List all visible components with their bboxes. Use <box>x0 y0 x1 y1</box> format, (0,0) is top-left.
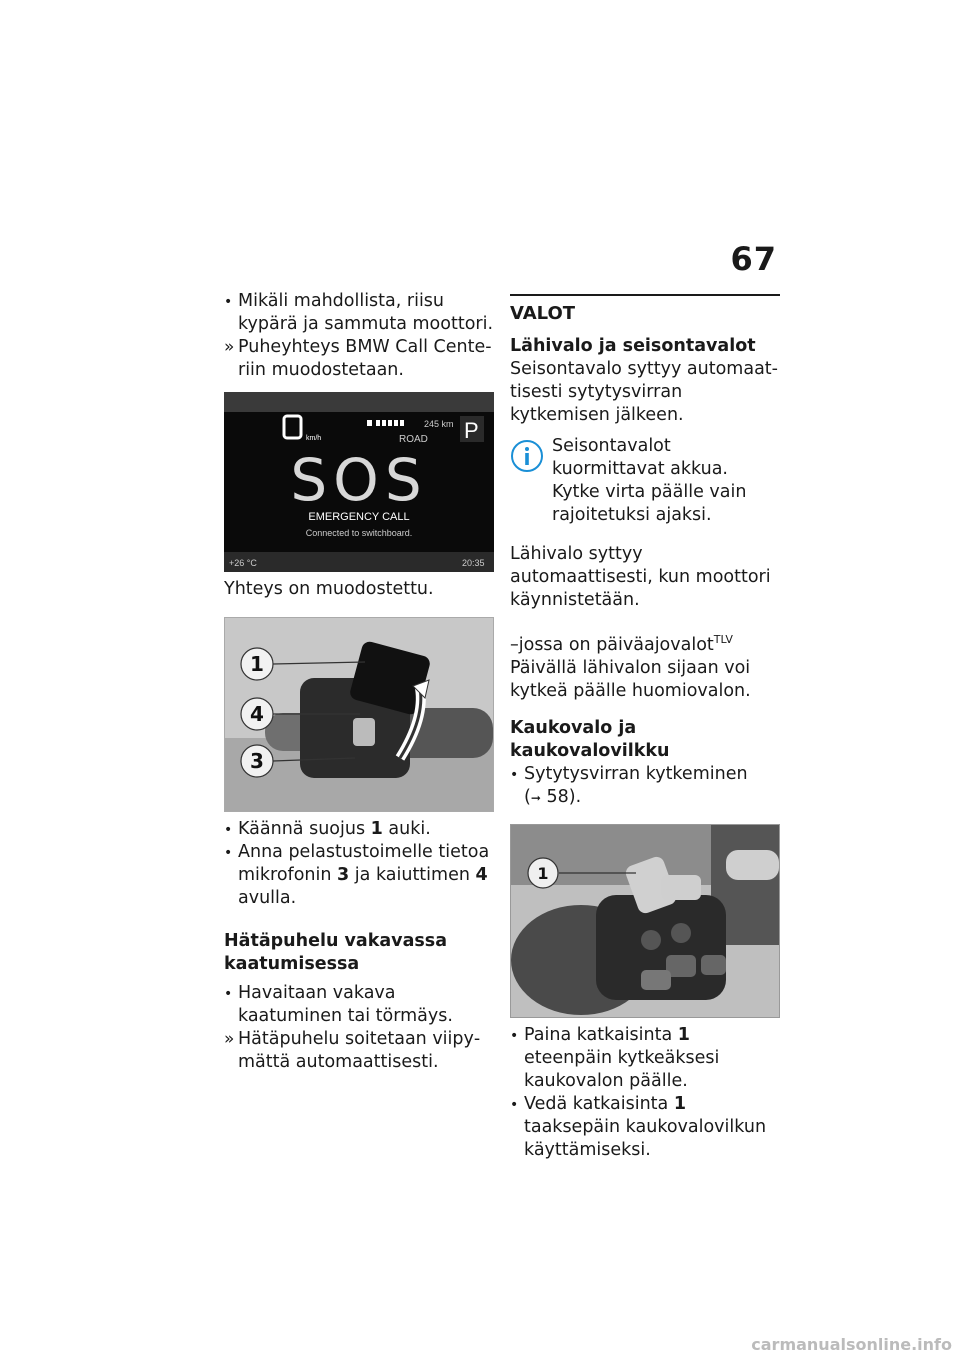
list-item-text: Puheyhteys BMW Call Centeriin muodostetaan. <box>238 337 492 380</box>
bullet-marker: • <box>224 986 233 1002</box>
bullet-marker: • <box>224 845 233 861</box>
switch-cluster-figure <box>510 824 780 1018</box>
temperature-readout: +26 °C <box>229 558 257 568</box>
page-reference[interactable]: (➞ 58). <box>524 786 582 807</box>
ref-number: 1 <box>677 1024 690 1045</box>
range-readout: 245 km <box>424 419 454 429</box>
bullet-marker: • <box>510 1027 519 1044</box>
sub-heading: Kaukovalo ja kaukovalovilkku <box>510 717 670 761</box>
result-marker: » <box>224 1029 235 1049</box>
sos-display-figure <box>224 392 494 572</box>
emergency-call-text: EMERGENCY CALL <box>308 511 410 523</box>
bullet-marker: • <box>224 822 233 838</box>
sos-text: SOS <box>290 446 428 514</box>
option-code: TLV <box>713 633 733 646</box>
connected-text: Connected to switchboard. <box>305 528 413 538</box>
handlebar-figure <box>224 617 494 812</box>
paragraph: Lähivalo syttyy automaattisesti, kun moottori käynnistetään. <box>510 544 771 610</box>
section-title: VALOT <box>510 294 780 325</box>
ref-number: 1 <box>370 819 383 839</box>
paragraph: Seisontavalo syttyy automaattisesti sytytysvirran kytkemisen jälkeen. <box>510 359 778 425</box>
switch-cluster-svg <box>511 825 779 1017</box>
bullet-marker: • <box>510 766 519 783</box>
ref-number: 4 <box>475 865 488 885</box>
list-item <box>224 290 494 336</box>
svg-text:1: 1 <box>250 652 264 676</box>
info-text: Seisontavalot kuormittavat akkua. Kytke virta päälle vain rajoitetuksi ajaksi. <box>552 436 747 525</box>
list-item: • Käännä suojus 1 auki. <box>224 818 494 841</box>
fuel-icon <box>367 420 372 426</box>
list-item <box>224 336 494 382</box>
result-marker: » <box>224 337 235 357</box>
ref-number: 1 <box>673 1093 687 1114</box>
section-heading: Hätäpuhelu vakavassa kaatumisessa <box>224 931 448 974</box>
svg-text:4: 4 <box>250 702 264 726</box>
list-item-text: Mikäli mahdollista, riisu kypärä ja sammuta moottori. <box>238 291 494 334</box>
list-item: • Havaitaan vakava kaatuminen tai törmäys. <box>224 983 453 1026</box>
figure-caption: Yhteys on muodostettu. <box>224 579 434 599</box>
ride-mode: ROAD <box>399 434 428 445</box>
sos-display-svg <box>224 392 494 572</box>
list-item: » Hätäpuhelu soitetaan viipymättä automaattisesti. <box>224 1029 481 1072</box>
time-readout: 20:35 <box>462 558 485 568</box>
speed-unit: km/h <box>306 435 322 442</box>
left-column <box>224 290 494 1074</box>
list-item: • Paina katkaisinta 1 eteenpäin kytkeäksesi kaukovalon päälle. <box>510 1024 720 1091</box>
watermark: carmanualsonline.info <box>751 1335 952 1354</box>
handlebar-svg <box>225 618 493 811</box>
ref-number: 3 <box>337 865 350 885</box>
list-item: • Sytytysvirran kytkeminen (➞ 58). <box>510 763 748 807</box>
list-item: • Anna pelastustoimelle tietoa mikrofonin 3 ja kaiuttimen 4 avulla. <box>224 842 490 908</box>
arrow-right-icon: ➞ <box>530 790 541 805</box>
svg-text:1: 1 <box>537 863 549 883</box>
list-item: • Vedä katkaisinta 1 taaksepäin kaukovalovilkun käyttämiseksi. <box>510 1093 767 1160</box>
bullet-marker: • <box>224 294 233 310</box>
sub-heading: Lähivalo ja seisontavalot <box>510 336 756 356</box>
bullet-marker: • <box>510 1096 519 1113</box>
right-column <box>510 290 780 1162</box>
info-note <box>510 435 780 527</box>
page-number: 67 <box>730 240 777 278</box>
paragraph: Päivällä lähivalon sijaan voi kytkeä päälle huomiovalon. <box>510 657 751 701</box>
gear-indicator: P <box>464 418 479 443</box>
option-line: –jossa on päiväajovalot$^{TLV}$ <box>510 633 733 655</box>
svg-text:3: 3 <box>250 749 264 773</box>
info-icon <box>510 439 544 473</box>
